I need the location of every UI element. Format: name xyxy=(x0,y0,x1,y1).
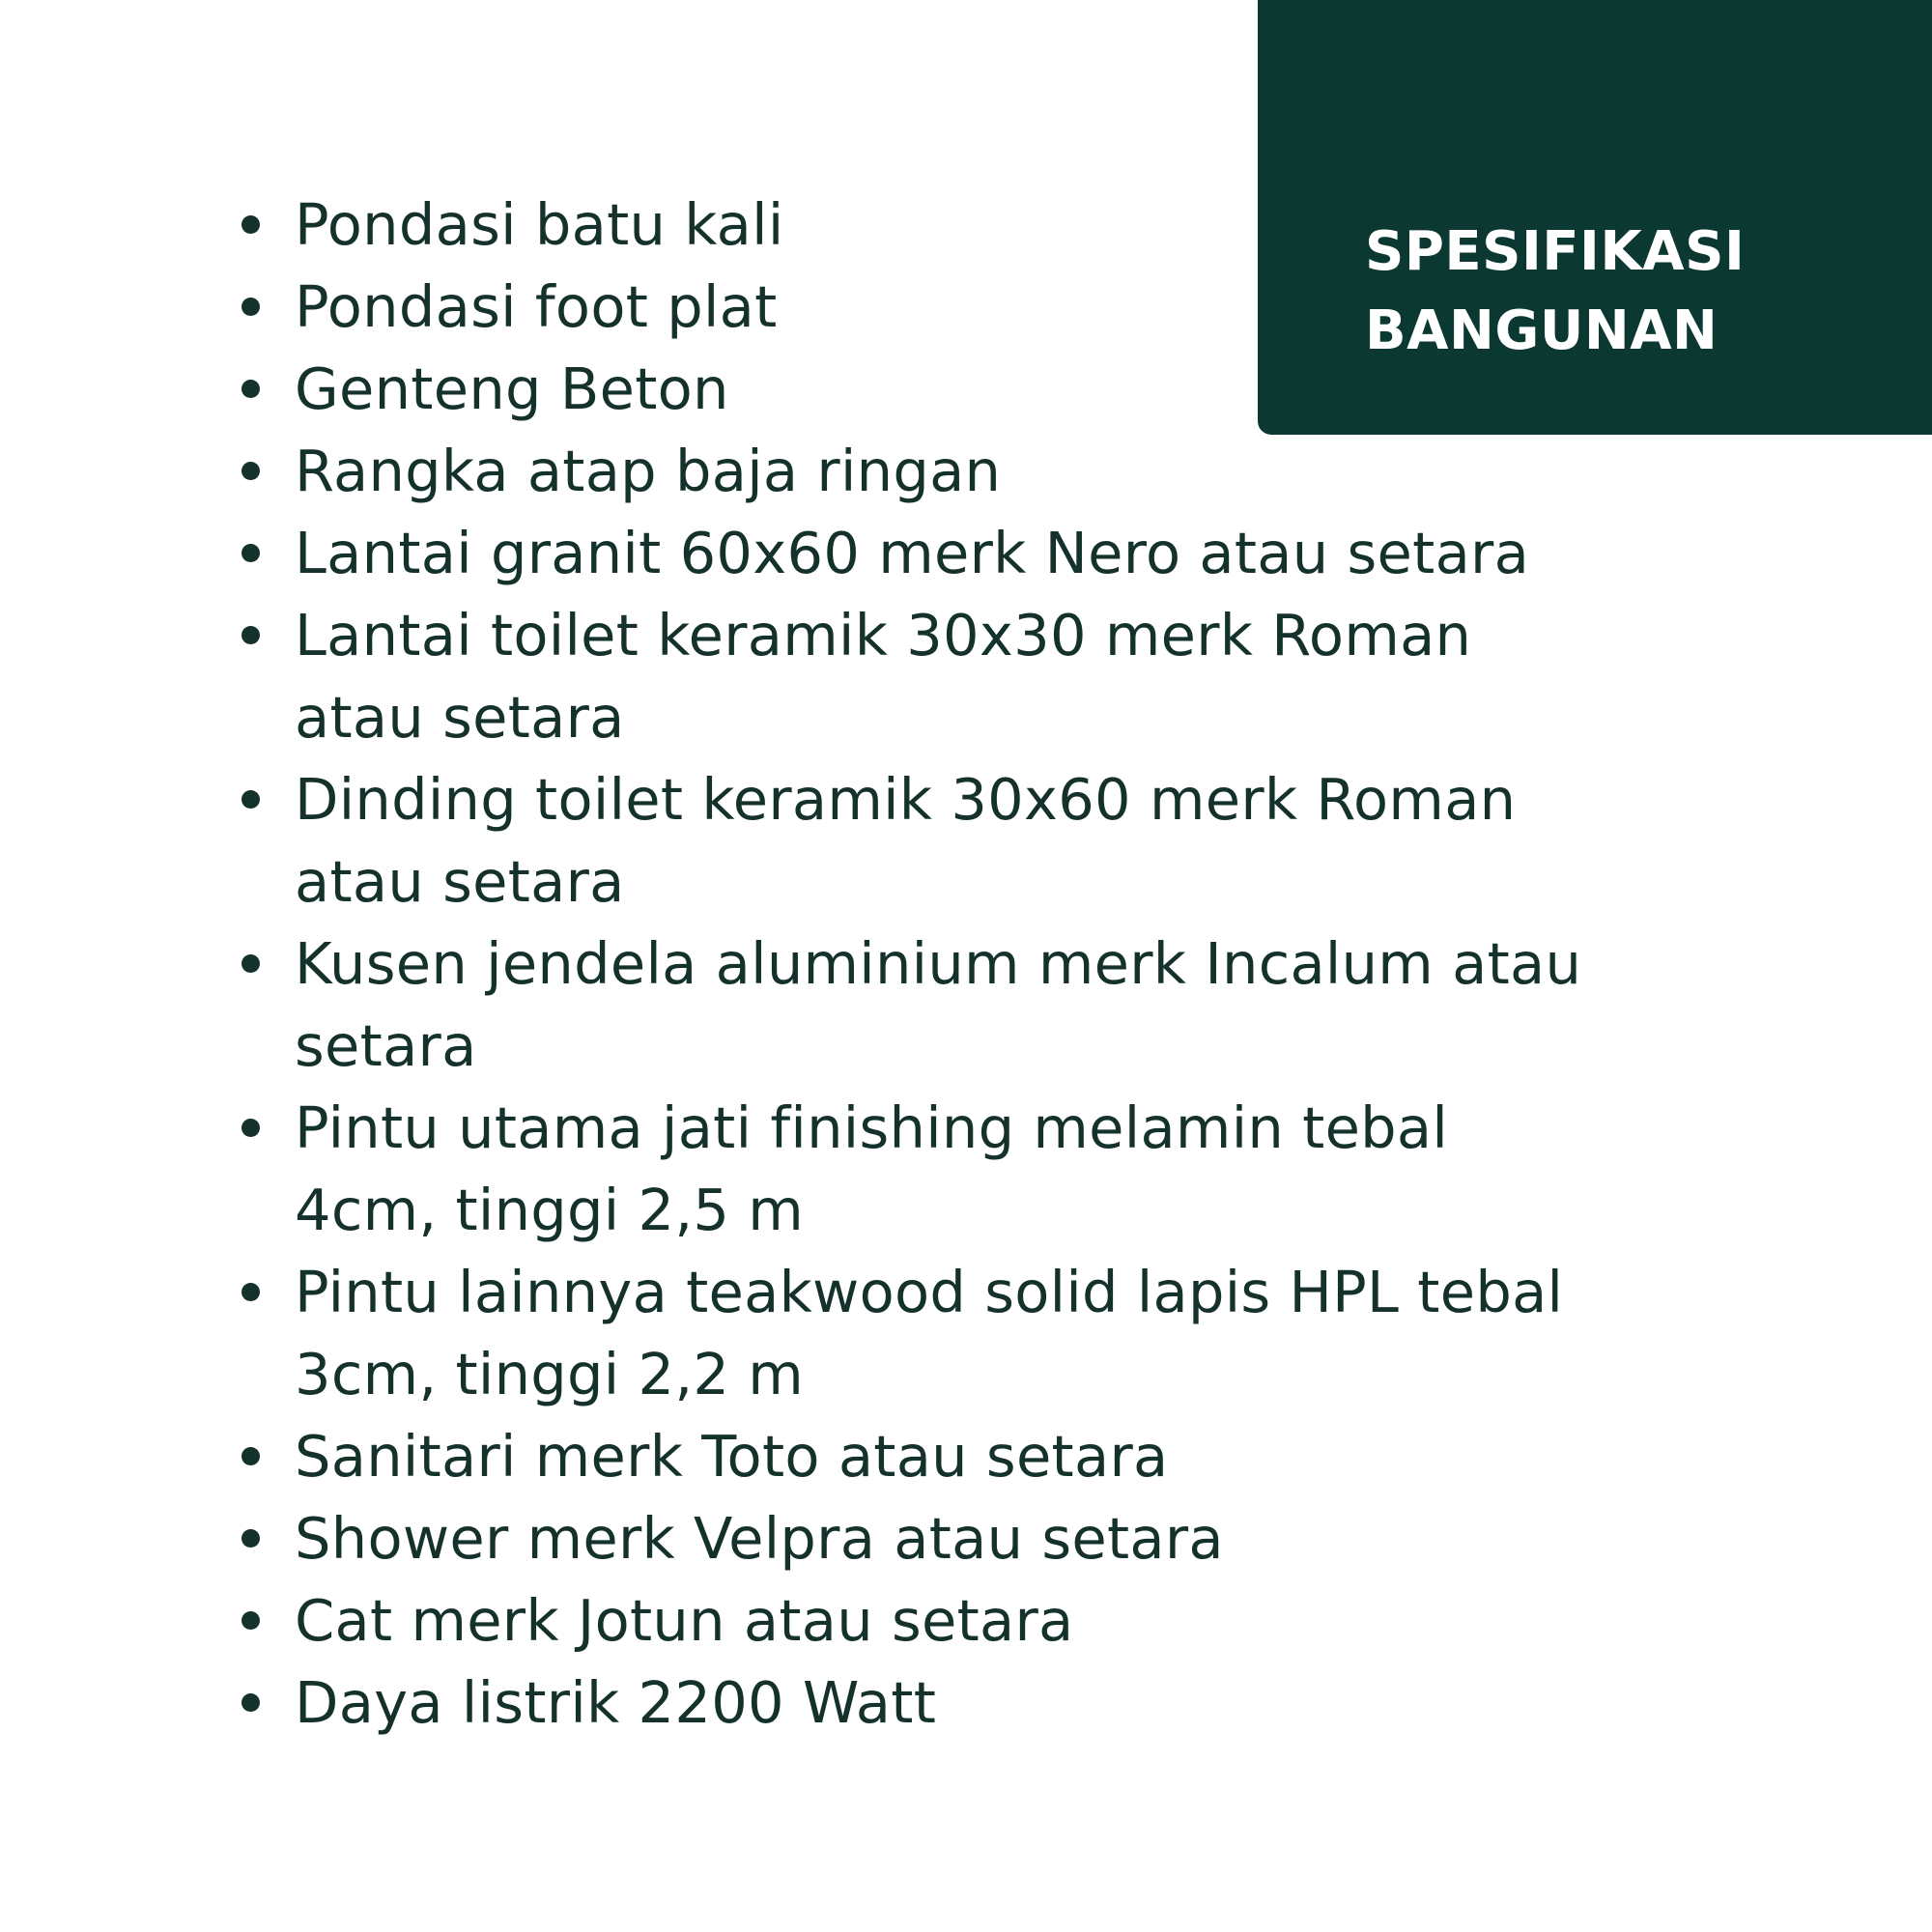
bullet-icon xyxy=(242,790,260,809)
spec-item-rangka-atap xyxy=(295,430,1589,512)
bullet-icon xyxy=(242,1611,260,1630)
spec-item-text: Rangka atap baja ringan xyxy=(295,438,1002,504)
bullet-icon xyxy=(242,462,260,480)
spec-item-text: Pintu lainnya teakwood solid lapis HPL tebal 3cm, tinggi 2,2 m xyxy=(295,1259,1564,1407)
bullet-icon xyxy=(242,626,260,644)
spec-item-text: Pondasi foot plat xyxy=(295,273,778,340)
bullet-icon xyxy=(242,1119,260,1137)
spec-item-text: Lantai granit 60x60 merk Nero atau setara xyxy=(295,520,1530,586)
bullet-icon xyxy=(242,215,260,234)
spec-item-text: Cat merk Jotun atau setara xyxy=(295,1587,1074,1654)
spec-item-dinding-toilet xyxy=(295,758,1589,923)
spec-item-text: Lantai toilet keramik 30x30 merk Roman atau setara xyxy=(295,602,1472,751)
spec-list xyxy=(295,184,1589,1744)
spec-item-text: Sanitari merk Toto atau setara xyxy=(295,1423,1169,1490)
bullet-icon xyxy=(242,380,260,398)
title-line-1: SPESIFIKASI xyxy=(1365,220,1746,283)
spec-item-pondasi-batu-kali xyxy=(295,184,1589,266)
spec-item-text: Pondasi batu kali xyxy=(295,191,784,258)
spec-item-genteng xyxy=(295,348,1589,430)
spec-item-text: Pintu utama jati finishing melamin tebal 4cm, tinggi 2,5 m xyxy=(295,1094,1449,1243)
bullet-icon xyxy=(242,298,260,316)
spec-item-text: Shower merk Velpra atau setara xyxy=(295,1505,1224,1572)
bullet-icon xyxy=(242,1693,260,1712)
bullet-icon xyxy=(242,544,260,562)
spec-item-text: Kusen jendela aluminium merk Incalum atau setara xyxy=(295,930,1582,1079)
spec-item-pintu-utama xyxy=(295,1087,1589,1251)
title-line-2: BANGUNAN xyxy=(1365,299,1719,362)
bullet-icon xyxy=(242,954,260,973)
spec-item-cat xyxy=(295,1579,1589,1662)
spec-item-pondasi-foot-plat xyxy=(295,266,1589,348)
spec-item-kusen-jendela xyxy=(295,923,1589,1087)
bullet-icon xyxy=(242,1529,260,1548)
spec-item-text: Daya listrik 2200 Watt xyxy=(295,1669,937,1736)
spec-item-shower xyxy=(295,1497,1589,1579)
spec-item-lantai-toilet xyxy=(295,594,1589,758)
spec-item-text: Genteng Beton xyxy=(295,355,729,422)
spec-item-text: Dinding toilet keramik 30x60 merk Roman atau setara xyxy=(295,766,1517,915)
bullet-icon xyxy=(242,1283,260,1301)
spec-item-daya-listrik xyxy=(295,1662,1589,1744)
bullet-icon xyxy=(242,1447,260,1465)
spec-item-pintu-lainnya xyxy=(295,1251,1589,1415)
spec-item-sanitari xyxy=(295,1415,1589,1497)
spec-item-lantai-granit xyxy=(295,512,1589,594)
